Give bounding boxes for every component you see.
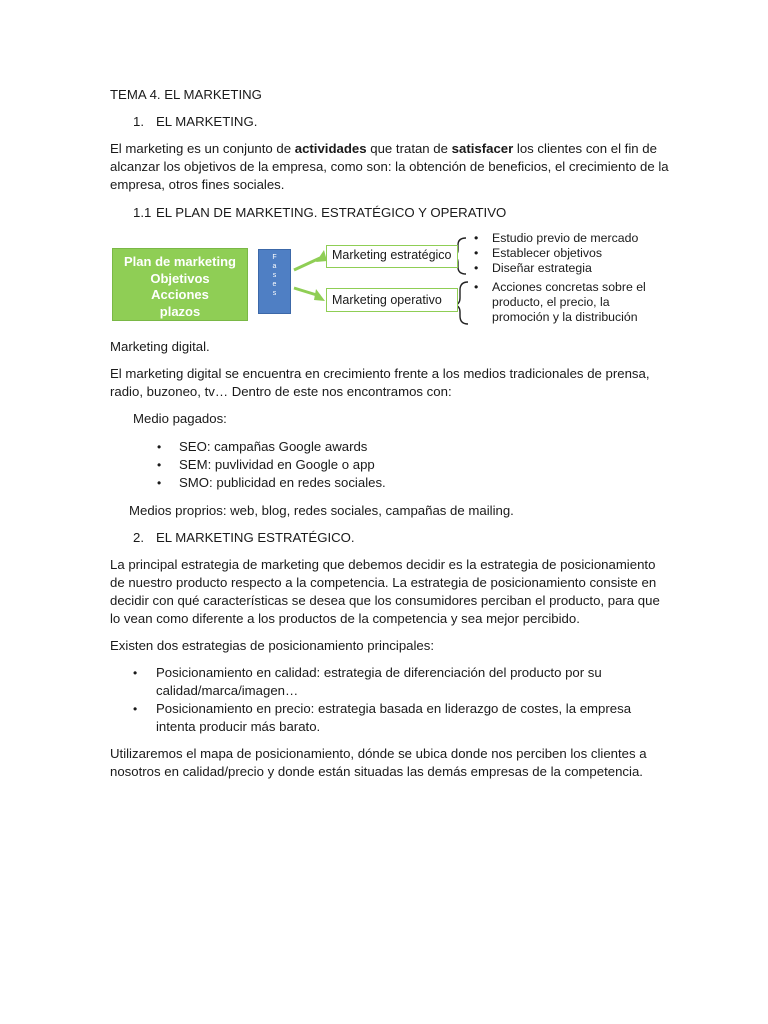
strategic-box: Marketing estratégico <box>326 245 458 268</box>
operative-item <box>472 280 646 295</box>
strategy-item-line-2: intenta producir más barato. <box>156 719 321 734</box>
strategic-item-text: Diseñar estrategia <box>492 261 592 275</box>
bullet: • <box>157 458 162 472</box>
bullet: • <box>157 476 162 490</box>
fases-letter: e <box>272 281 277 288</box>
bullet: • <box>474 231 479 245</box>
arrow-to-strategic <box>294 258 320 270</box>
strategic-item-text: Estudio previo de mercado <box>492 231 639 245</box>
fases-box <box>258 249 291 314</box>
strategic-item-text: Establecer objetivos <box>492 246 603 260</box>
bullet: • <box>474 261 479 275</box>
bullet: • <box>157 440 162 454</box>
arrow-head-operative <box>314 289 325 301</box>
bullet: • <box>474 246 479 260</box>
operative-item-line: promoción y la distribución <box>492 310 638 324</box>
operative-item-line: Acciones concretas sobre el <box>492 280 646 294</box>
strategies-intro: Existen dos estrategias de posicionamiento principales: <box>110 638 435 653</box>
plan-box <box>112 248 248 321</box>
strategy-line: lo vean como diferente a los productos de la competencia y sea mejor percibido. <box>110 611 580 626</box>
operative-item-cont <box>472 310 646 325</box>
intro-line-2: alcanzar los objetivos de la empresa, como son: la obtención de beneficios, el crecimiento de la <box>110 159 669 174</box>
bullet: • <box>133 702 138 716</box>
strategy-line: decidir con qué características se desea que los consumidores perciban el producto, para que <box>110 593 660 608</box>
operative-list <box>472 280 646 325</box>
strategy-line: de nuestro producto respecto a la competencia. La estrategia de posicionamiento consiste en <box>110 575 657 590</box>
intro-bold-satisfacer: satisfacer <box>451 141 514 156</box>
bullet: • <box>474 280 479 294</box>
section-1-heading: EL MARKETING. <box>156 114 258 129</box>
intro-line-1 <box>110 140 657 158</box>
operative-item-line: producto, el precio, la <box>492 295 610 309</box>
plan-line: Acciones <box>151 287 209 302</box>
intro-text: los clientes con el fin de <box>513 141 657 156</box>
intro-text: El marketing es un conjunto de <box>110 141 295 156</box>
closing-line: Utilizaremos el mapa de posicionamiento, dónde se ubica donde nos perciben los clientes a <box>110 746 647 761</box>
section-2-heading: EL MARKETING ESTRATÉGICO. <box>156 530 355 545</box>
paid-media-heading: Medio pagados: <box>133 411 227 426</box>
strategic-item <box>472 246 638 261</box>
digital-heading: Marketing digital. <box>110 339 210 354</box>
plan-line: Objetivos <box>150 270 210 286</box>
own-media: Medios proprios: web, blog, redes sociales, campañas de mailing. <box>129 503 514 518</box>
strategy-item-line-2: calidad/marca/imagen… <box>156 683 299 698</box>
plan-line: Plan de marketing <box>124 254 236 269</box>
section-2-number: 2. <box>133 530 144 545</box>
intro-text: que tratan de <box>366 141 452 156</box>
digital-p-line-2: radio, buzoneo, tv… Dentro de este nos encontramos con: <box>110 384 452 399</box>
fases-letter: s <box>272 290 277 297</box>
section-1-number: 1. <box>133 114 144 129</box>
section-1-1-number: 1.1 <box>133 205 152 220</box>
paid-item: SEO: campañas Google awards <box>179 439 368 454</box>
intro-line-3: empresa, otros fines sociales. <box>110 177 285 192</box>
strategic-list <box>472 231 638 276</box>
digital-p-line-1: El marketing digital se encuentra en crecimiento frente a los medios tradicionales de prensa, <box>110 366 650 381</box>
bullet: • <box>133 666 138 680</box>
closing-line: nosotros en calidad/precio y donde están situadas las demás empresas de la competencia. <box>110 764 643 779</box>
fases-letter: a <box>272 263 277 270</box>
operative-item-cont <box>472 295 646 310</box>
fases-letter: s <box>272 272 277 279</box>
strategic-item <box>472 261 638 276</box>
strategy-item-line-1: Posicionamiento en precio: estrategia basada en liderazgo de costes, la empresa <box>156 701 632 716</box>
strategy-line: La principal estrategia de marketing que debemos decidir es la estrategia de posicionamiento <box>110 557 656 572</box>
paid-item: SEM: puvlividad en Google o app <box>179 457 375 472</box>
document-title: TEMA 4. EL MARKETING <box>110 87 262 102</box>
intro-bold-actividades: actividades <box>294 141 367 156</box>
plan-line: plazos <box>159 303 201 319</box>
section-1-1-heading: EL PLAN DE MARKETING. ESTRATÉGICO Y OPERATIVO <box>156 205 507 220</box>
paid-item: SMO: publicidad en redes sociales. <box>179 475 386 490</box>
operative-box: Marketing operativo <box>326 288 458 312</box>
fases-letter: F <box>272 254 277 261</box>
strategic-item <box>472 231 638 246</box>
diagram-connectors <box>290 228 480 328</box>
strategy-item-line-1: Posicionamiento en calidad: estrategia de diferenciación del producto por su <box>156 665 602 680</box>
